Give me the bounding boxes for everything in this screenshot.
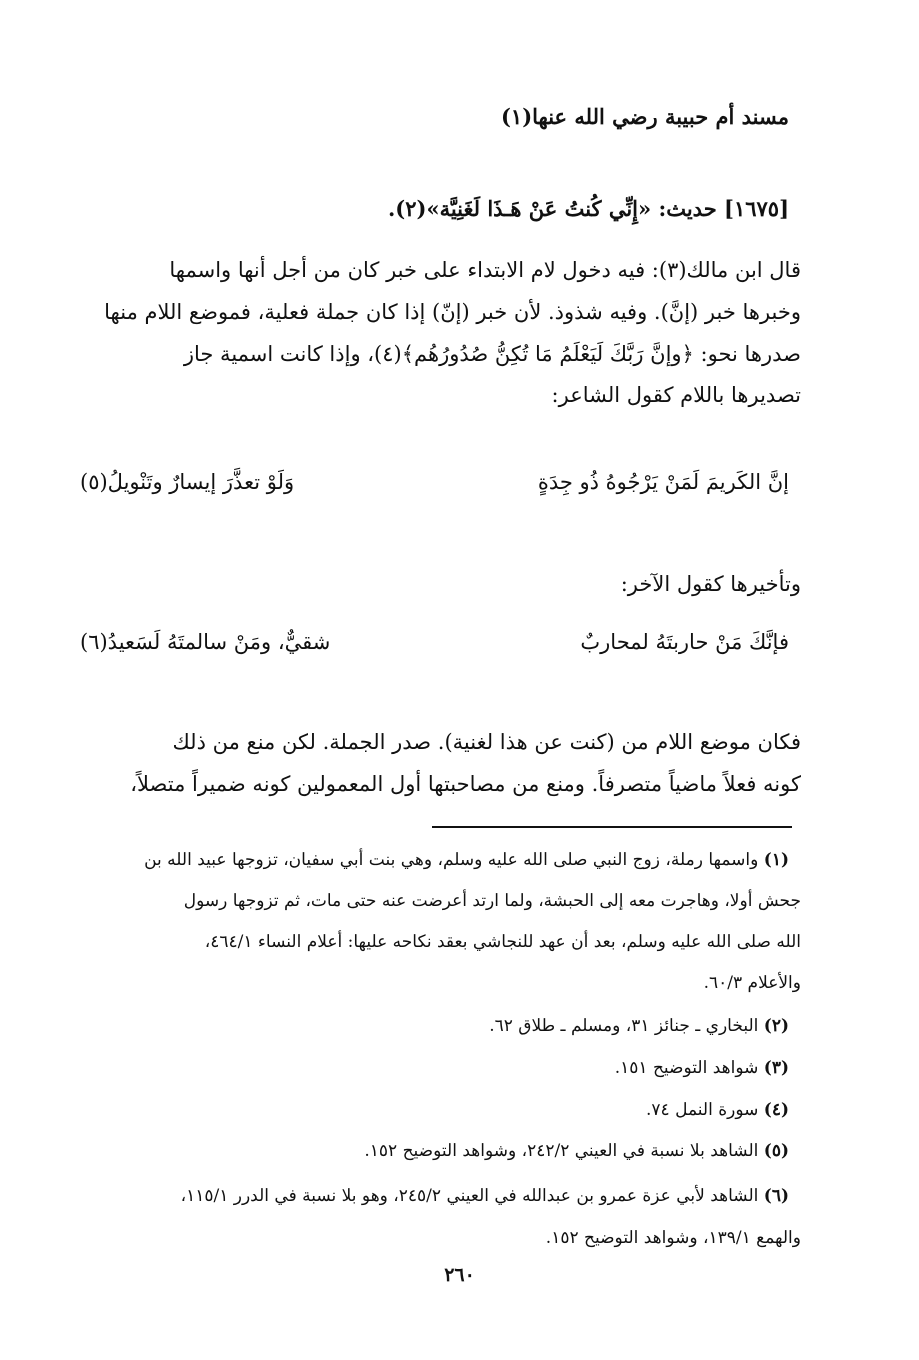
footnote-6 xyxy=(64,1186,789,1206)
footnote-2 xyxy=(64,1016,789,1036)
footnote-text: واسمها رملة، زوج النبي صلى الله عليه وسلم، وهي بنت أبي سفيان، تزوجها عبيد الله بن xyxy=(144,850,759,870)
hadith-heading: [١٦٧٥] حديث: «إِنِّي كُنتُ عَنْ هَـذَا لَغَنِيَّة»(٢). xyxy=(387,196,789,221)
body-line: قال ابن مالك(٣): فيه دخول لام الابتداء على خبر كان من أجل أنها واسمها xyxy=(169,258,801,282)
footnote-6-line-2: والهمع ١٣٩/١، وشواهد التوضيح ١٥٢. xyxy=(545,1228,801,1248)
footnote-separator xyxy=(432,826,792,828)
footnote-1-line-4: والأعلام ٦٠/٣. xyxy=(703,973,801,993)
footnote-3 xyxy=(64,1058,789,1078)
section-title: مسند أم حبيبة رضي الله عنها(١) xyxy=(500,104,789,129)
footnote-text: الشاهد لأبي عزة عمرو بن عبدالله في العيني ٢٤٥/٢، وهو بلا نسبة في الدرر ١١٥/١، xyxy=(180,1186,759,1206)
body-line: صدرها نحو: ﴿وإنَّ رَبَّكَ لَيَعْلَمُ مَا تُكِنُّ صُدُورُهُم﴾(٤)، وإذا كانت اسمية جاز xyxy=(183,342,801,366)
footnote-number: (٦) xyxy=(763,1186,789,1206)
footnote-number: (١) xyxy=(763,850,789,870)
verse-1-hemistich-2: وَلَوْ تعذَّرَ إيسارٌ وتَنْويلُ(٥) xyxy=(80,470,295,494)
footnote-text: الشاهد بلا نسبة في العيني ٢٤٢/٢، وشواهد التوضيح ١٥٢. xyxy=(364,1141,759,1161)
footnote-text: البخاري ـ جنائز ٣١، ومسلم ـ طلاق ٦٢. xyxy=(489,1016,759,1036)
verse-2-hemistich-1: فإنَّكَ مَنْ حاربتَهُ لمحاربٌ xyxy=(580,630,789,654)
footnote-number: (٥) xyxy=(763,1141,789,1161)
page-number: ٢٦٠ xyxy=(444,1264,475,1286)
body-line: كونه فعلاً ماضياً متصرفاً. ومنع من مصاحبتها أول المعمولين كونه ضميراً متصلاً، xyxy=(130,772,801,796)
footnote-4 xyxy=(64,1100,789,1120)
body-line: وخبرها خبر (إنَّ). وفيه شذوذ. لأن خبر (إنّ) إذا كان جملة فعلية، فموضع اللام منها xyxy=(104,300,801,324)
body-line: تصديرها باللام كقول الشاعر: xyxy=(551,383,801,407)
footnote-number: (٤) xyxy=(763,1100,789,1120)
verse-2-hemistich-2: شقيٌّ، ومَنْ سالمتَهُ لَسَعيدُ(٦) xyxy=(80,630,331,654)
verse-1-hemistich-1: إنَّ الكَريمَ لَمَنْ يَرْجُوهُ ذُو جِدَةٍ xyxy=(537,470,789,494)
footnote-1-line-3: الله صلى الله عليه وسلم، بعد أن عهد للنجاشي بعقد نكاحه عليها: أعلام النساء ٤٦٤/١، xyxy=(204,932,801,952)
footnote-text: شواهد التوضيح ١٥١. xyxy=(614,1058,759,1078)
footnote-number: (٣) xyxy=(763,1058,789,1078)
footnote-5 xyxy=(64,1141,789,1161)
body-line: فكان موضع اللام من (كنت عن هذا لغنية). صدر الجملة. لكن منع من ذلك xyxy=(172,730,801,754)
footnote-number: (٢) xyxy=(763,1016,789,1036)
footnote-1-line-2: جحش أولا، وهاجرت معه إلى الحبشة، ولما ارتد أعرضت عنه حتى مات، ثم تزوجها رسول xyxy=(183,891,801,911)
footnote-1 xyxy=(64,850,789,870)
verse-2-intro: وتأخيرها كقول الآخر: xyxy=(620,572,801,596)
footnote-text: سورة النمل ٧٤. xyxy=(646,1100,759,1120)
